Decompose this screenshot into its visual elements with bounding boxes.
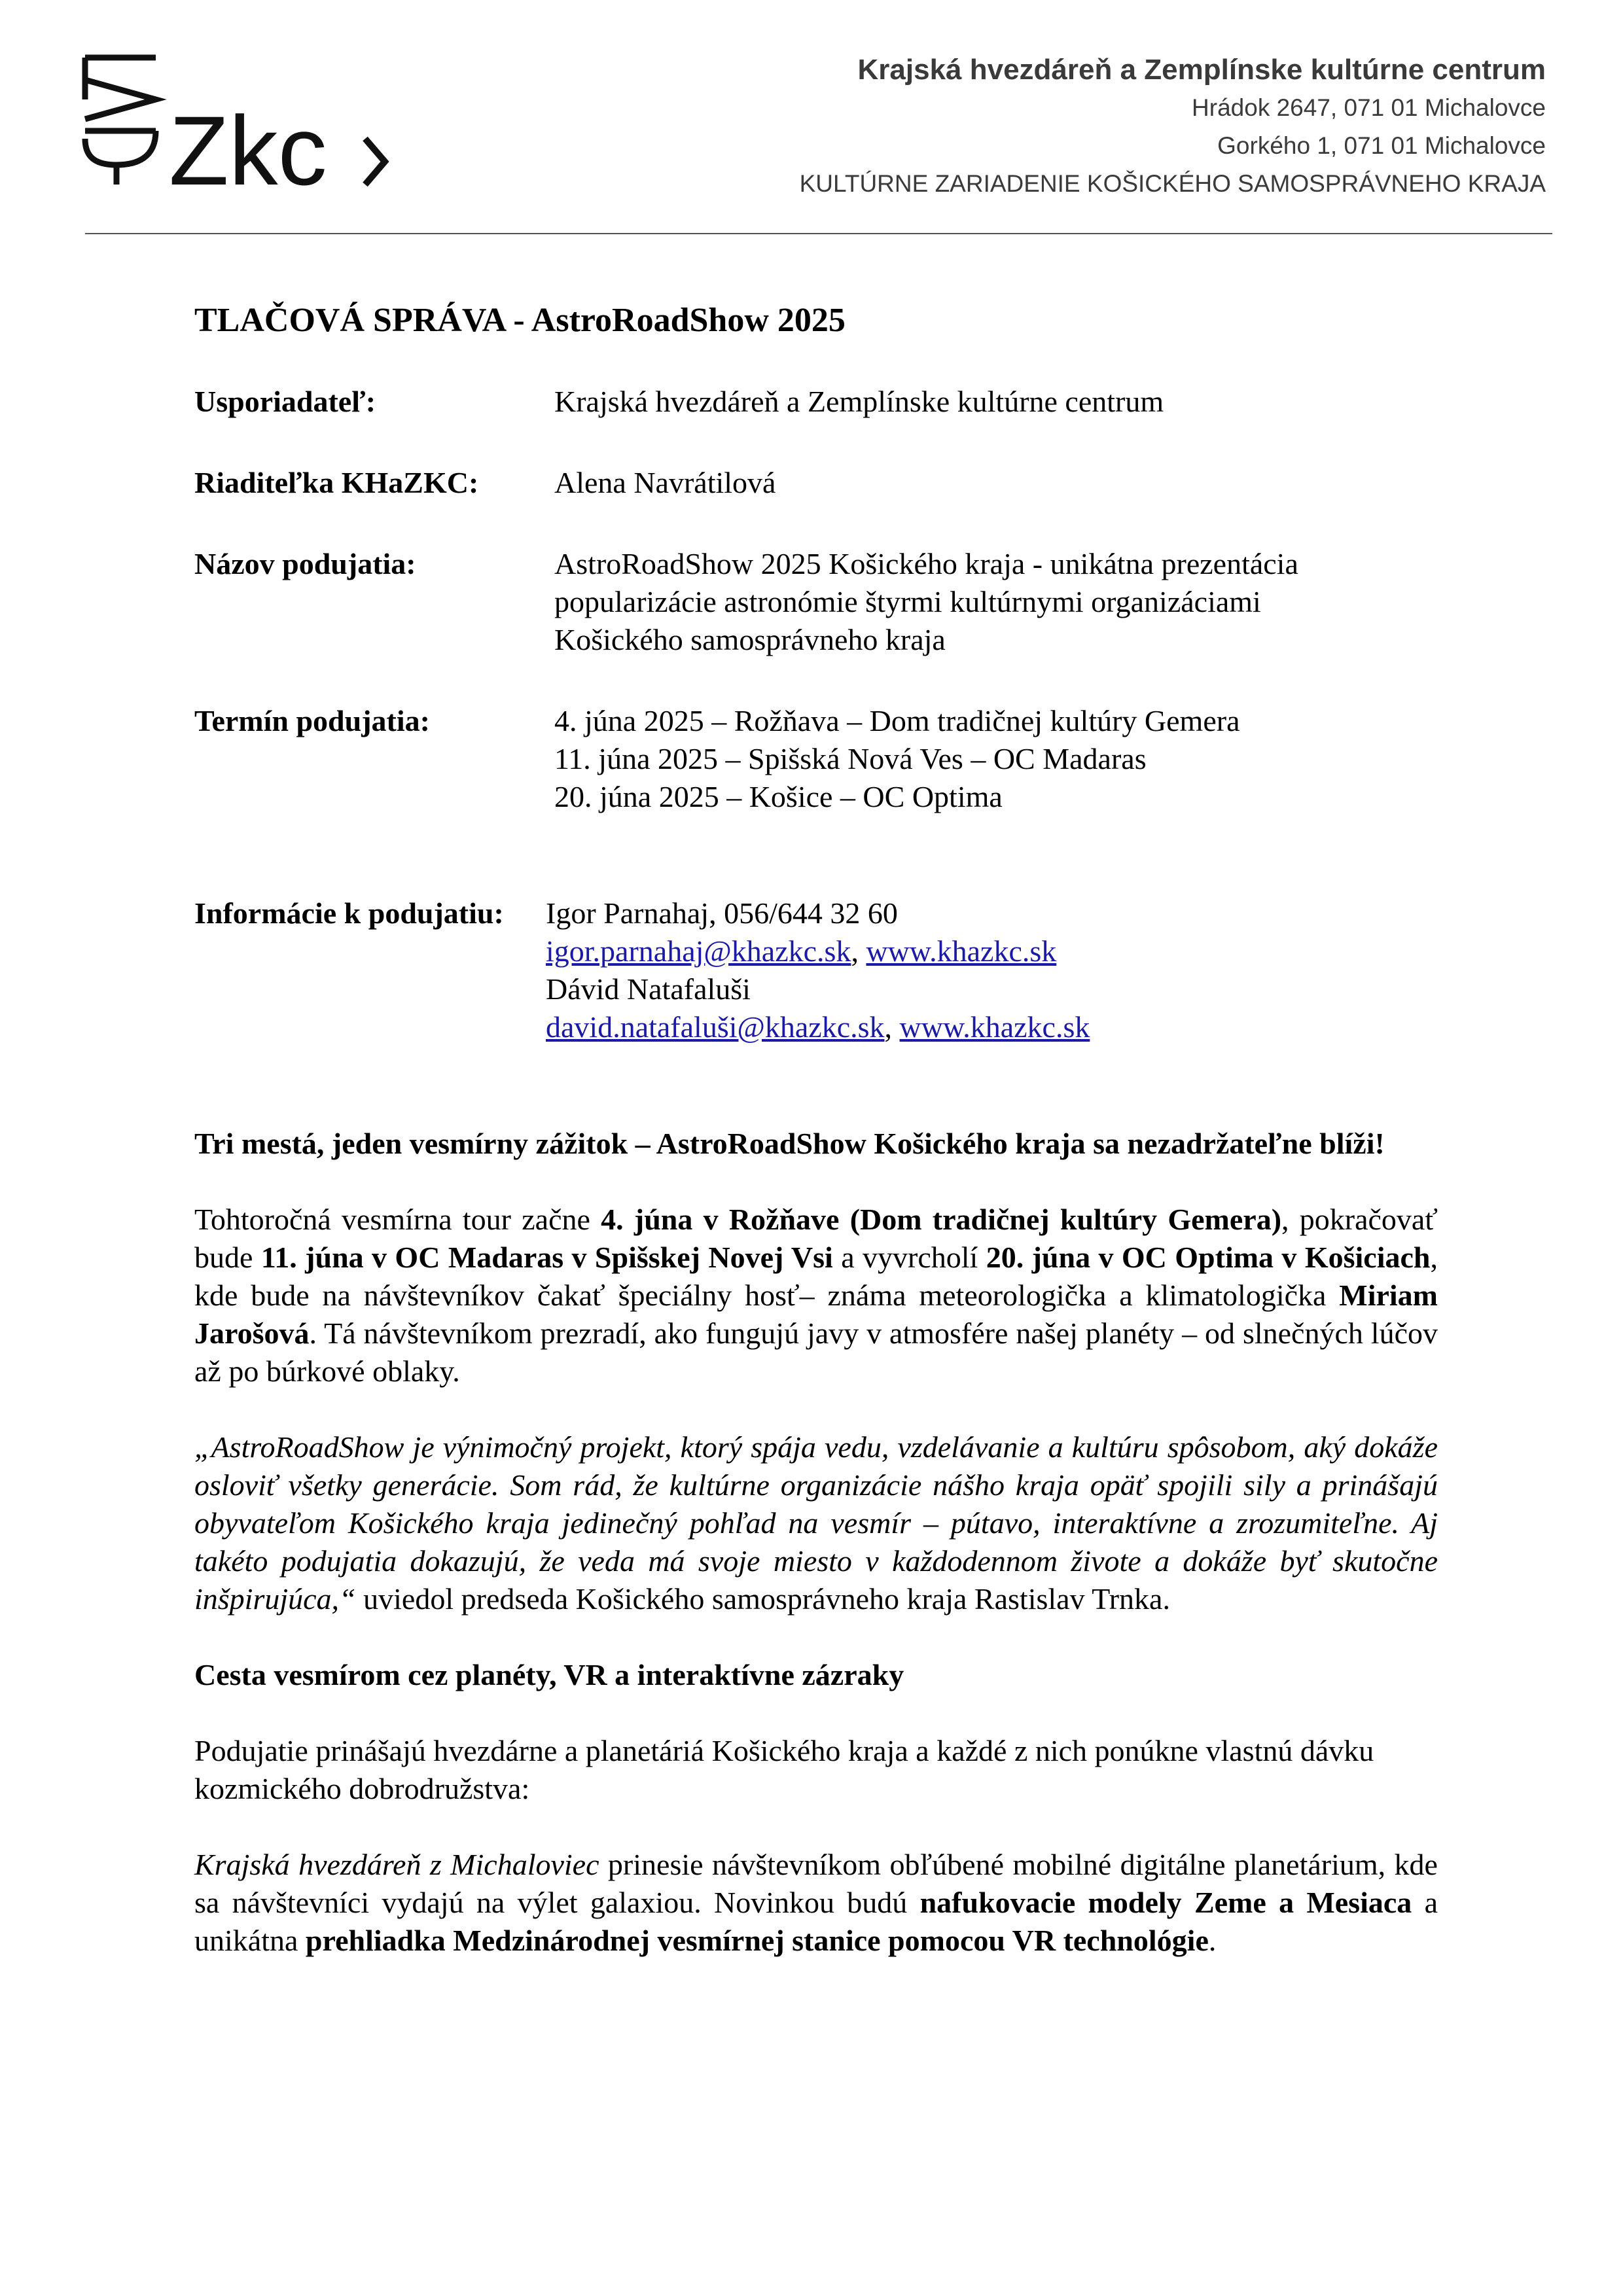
contact-1-email-link[interactable]: igor.parnahaj@khazkc.sk: [546, 934, 851, 968]
paragraph-quote: [194, 1428, 1438, 1618]
bold-run: 20. júna v OC Optima v Košiciach: [986, 1241, 1431, 1274]
text-run: , kde bude na návštevníkov čakať špeciálny hosť– známa meteorologička a klimatologička: [194, 1241, 1438, 1312]
chevron-right-icon: [365, 139, 385, 185]
org-address-1: Hrádok 2647, 071 01 Michalovce: [1192, 94, 1546, 121]
bold-run: nafukovacie modely Zeme a Mesiaca: [919, 1886, 1412, 1919]
event-name-label: Názov podujatia:: [194, 547, 416, 580]
event-name-line: Košického samosprávneho kraja: [554, 623, 946, 656]
org-address-2: Gorkého 1, 071 01 Michalovce: [1217, 132, 1546, 159]
headline: Tri mestá, jeden vesmírny zážitok – AstroRoadShow Košického kraja sa nezadržateľne blíži!: [194, 1127, 1385, 1160]
paragraph-intro: Podujatie prinášajú hvezdárne a planetáriá Košického kraja a každé z nich ponúkne vlastnú dávku kozmického dobrodružstva:: [194, 1734, 1374, 1805]
contact-1-web-link[interactable]: www.khazkc.sk: [866, 934, 1057, 968]
org-name: Krajská hvezdáreň a Zemplínske kultúrne centrum: [857, 54, 1546, 86]
organizer-label: Usporiadateľ:: [194, 385, 376, 418]
subheading: Cesta vesmírom cez planéty, VR a interaktívne zázraky: [194, 1658, 904, 1691]
org-affiliation: KULTÚRNE ZARIADENIE KOŠICKÉHO SAMOSPRÁVNEHO KRAJA: [799, 170, 1546, 197]
press-release-body: [194, 298, 1438, 1960]
contact-2-email-link[interactable]: david.natafaluši@khazkc.sk: [546, 1010, 885, 1044]
event-date-line: 4. júna 2025 – Rožňava – Dom tradičnej kultúry Gemera: [554, 704, 1240, 737]
event-date-line: 11. júna 2025 – Spišská Nová Ves – OC Madaras: [554, 742, 1147, 775]
event-name-line: AstroRoadShow 2025 Košického kraja - unikátna prezentácia: [554, 547, 1298, 580]
paragraph-tour: [194, 1201, 1438, 1390]
text-run: Tohtoročná vesmírna tour začne: [194, 1203, 601, 1236]
director-row: [194, 464, 1438, 502]
contact-2-name: Dávid Natafaluši: [546, 972, 751, 1006]
director-label: Riaditeľka KHaZKC:: [194, 466, 479, 499]
text-run: prinesie návštevníkom obľúbené mobilné digitálne planetárium, kde sa návštevníci vydajú na výlet galaxiou. Novinkou budú: [194, 1848, 1438, 1919]
text-run: a vyvrcholí: [832, 1241, 986, 1274]
logo-wordmark: Zkc: [169, 96, 327, 198]
director-value: Alena Navrátilová: [554, 466, 776, 499]
event-name-line: popularizácie astronómie štyrmi kultúrnymi organizáciami: [554, 585, 1261, 618]
quote-attribution: uviedol predseda Košického samosprávneho kraja Rastislav Trnka.: [355, 1582, 1170, 1616]
contact-2-web-link[interactable]: www.khazkc.sk: [899, 1010, 1090, 1044]
contact-1-name: Igor Parnahaj, 056/644 32 60: [546, 896, 898, 930]
bold-run: Miriam Jarošová: [194, 1279, 1438, 1350]
text-run: .: [1208, 1924, 1217, 1957]
kh-mark: [85, 58, 156, 185]
document-title: TLAČOVÁ SPRÁVA - AstroRoadShow 2025: [194, 302, 846, 339]
event-date-line: 20. júna 2025 – Košice – OC Optima: [554, 780, 1003, 813]
header-divider: [85, 233, 1552, 234]
organization-header: [800, 51, 1546, 203]
text-run: . Tá návštevníkom prezradí, ako fungujú javy v atmosfére našej planéty – od slnečných lúčov až po búrkové oblaky.: [194, 1316, 1438, 1388]
zkc-logo: [77, 54, 404, 198]
organizer-value: Krajská hvezdáreň a Zemplínske kultúrne centrum: [554, 385, 1164, 418]
event-date-row: [194, 702, 1438, 816]
quote-text: „AstroRoadShow je výnimočný projekt, ktorý spája vedu, vzdelávanie a kultúru spôsobom, aký dokáže osloviť všetky generácie. Som rád, že kultúrne organizácie nášho kraja opäť spojili sily a prinášajú obyvateľom Košického kraja jedinečný pohľad na vesmír – pútavo, interaktívne a zrozumiteľne. Aj takéto podujatia dokazujú, že veda má svoje miesto v každodennom živote a dokáže byť skutočne inšpirujúca,“: [194, 1430, 1438, 1616]
event-date-label: Termín podujatia:: [194, 704, 430, 737]
event-info-label: Informácie k podujatiu:: [194, 896, 504, 930]
text-run: , pokračovať bude: [194, 1203, 1438, 1274]
separator: ,: [851, 934, 866, 968]
event-name-row: [194, 545, 1438, 659]
bold-run: 11. júna v OC Madaras v Spišskej Novej Vsi: [260, 1241, 833, 1274]
bold-run: prehliadka Medzinárodnej vesmírnej stanice pomocou VR technológie: [305, 1924, 1209, 1957]
separator: ,: [884, 1010, 900, 1044]
organizer-row: [194, 383, 1438, 421]
italic-run: Krajská hvezdáreň z Michaloviec: [194, 1848, 599, 1881]
paragraph-michalovce: [194, 1846, 1438, 1960]
text-run: a unikátna: [194, 1886, 1438, 1957]
event-info-row: [194, 894, 1438, 1046]
bold-run: 4. júna v Rožňave (Dom tradičnej kultúry Gemera): [601, 1203, 1282, 1236]
